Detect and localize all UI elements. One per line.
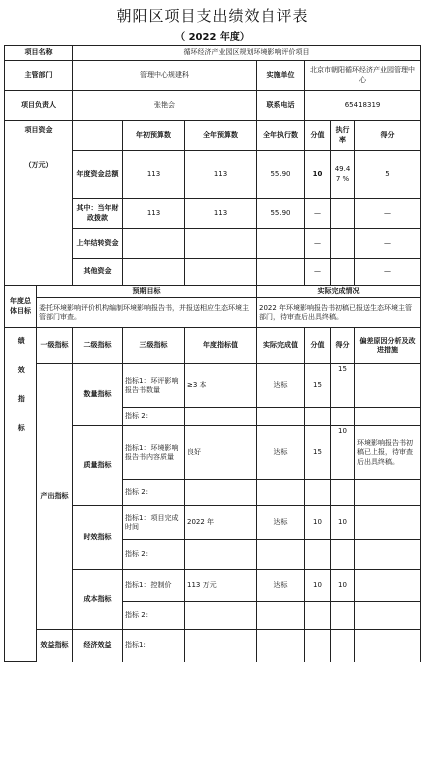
funds-header-annual: 全年预算数 <box>185 121 257 151</box>
header-lvl3: 三级指标 <box>123 328 185 364</box>
owner-label: 项目负责人 <box>5 91 73 121</box>
funds-row-fiscal-rate <box>331 199 355 229</box>
funds-unit: （万元） <box>24 161 53 170</box>
time-ind1-reason <box>355 506 421 540</box>
quantity-ind1-reason <box>355 364 421 408</box>
quality-ind1-weight: 15 <box>305 426 331 480</box>
funds-row-carryover-rate <box>331 229 355 259</box>
cost-ind2-actual <box>257 602 305 630</box>
economic-ind1-reason <box>355 630 421 662</box>
goals-expected-header: 预期目标 <box>37 286 257 298</box>
funds-row-fiscal-executed: 55.90 <box>257 199 305 229</box>
goals-actual-text: 2022 年环境影响报告书初稿已报送生态环境主管部门，待审查后出具终稿。 <box>257 298 421 328</box>
funds-row-total-annual: 113 <box>185 151 257 199</box>
funds-row-other-annual <box>185 259 257 286</box>
cost-ind2: 指标 2: <box>123 602 185 630</box>
cost-ind2-weight <box>305 602 331 630</box>
quality-ind1-actual: 达标 <box>257 426 305 480</box>
time-ind2-score <box>331 540 355 570</box>
impl-label: 实施单位 <box>257 61 305 91</box>
funds-row-total-label: 年度资金总额 <box>73 151 123 199</box>
funds-title: 项目资金 <box>24 126 53 134</box>
funds-row-total-score: 5 <box>355 151 421 199</box>
group-quantity-label: 数量指标 <box>73 364 123 426</box>
quality-ind1-target: 良好 <box>185 426 257 480</box>
funds-row-total-initial: 113 <box>123 151 185 199</box>
header-lvl2: 二级指标 <box>73 328 123 364</box>
cost-ind2-score <box>331 602 355 630</box>
goals-label: 年度总体目标 <box>5 286 37 328</box>
funds-row-other-initial <box>123 259 185 286</box>
project-name-value: 循环经济产业园区规划环境影响评价项目 <box>73 46 421 61</box>
funds-row-carryover-label: 上年结转资金 <box>73 229 123 259</box>
quality-ind1: 指标1：环境影响报告书内容质量 <box>123 426 185 480</box>
funds-header-score: 得分 <box>355 121 421 151</box>
year-subtitle: （ 2022 年度） <box>175 32 250 43</box>
quality-ind1-score: 10 <box>331 426 355 480</box>
economic-ind1: 指标1: <box>123 630 185 662</box>
economic-ind1-weight <box>305 630 331 662</box>
benefit-indicator-label: 效益指标 <box>37 630 73 662</box>
time-ind1-target: 2022 年 <box>185 506 257 540</box>
group-quality-label: 质量指标 <box>73 426 123 506</box>
funds-row-carryover-initial <box>123 229 185 259</box>
funds-row-other-rate <box>331 259 355 286</box>
funds-row-total-weight: 10 <box>305 151 331 199</box>
quality-ind2-score <box>331 480 355 506</box>
time-ind1: 指标1：项目完成时间 <box>123 506 185 540</box>
header-weight: 分值 <box>305 328 331 364</box>
output-indicator-label: 产出指标 <box>37 364 73 630</box>
owner-value: 张艳会 <box>73 91 257 121</box>
project-name-label: 项目名称 <box>5 46 73 61</box>
cost-ind2-reason <box>355 602 421 630</box>
header-score: 得分 <box>331 328 355 364</box>
quality-ind2-actual <box>257 480 305 506</box>
quantity-ind2-weight <box>305 408 331 426</box>
time-ind2-actual <box>257 540 305 570</box>
funds-row-other-score: — <box>355 259 421 286</box>
funds-row-fiscal-initial: 113 <box>123 199 185 229</box>
economic-ind1-target <box>185 630 257 662</box>
quality-ind1-reason: 环境影响报告书初稿已上报，待审查后出具终稿。 <box>355 426 421 480</box>
funds-header-blank <box>73 121 123 151</box>
group-time-label: 时效指标 <box>73 506 123 570</box>
cost-ind2-target <box>185 602 257 630</box>
funds-label <box>5 121 73 286</box>
time-ind2-target <box>185 540 257 570</box>
time-ind2: 指标 2: <box>123 540 185 570</box>
quantity-ind2: 指标 2: <box>123 408 185 426</box>
funds-row-carryover-annual <box>185 229 257 259</box>
header-target: 年度指标值 <box>185 328 257 364</box>
quality-ind2-target <box>185 480 257 506</box>
funds-row-fiscal-weight: — <box>305 199 331 229</box>
header-lvl1: 一级指标 <box>37 328 73 364</box>
quality-ind2: 指标 2: <box>123 480 185 506</box>
page-title: 朝阳区项目支出绩效自评表 <box>116 7 309 25</box>
header-actual: 实际完成值 <box>257 328 305 364</box>
time-ind2-weight <box>305 540 331 570</box>
phone-value: 65418319 <box>305 91 421 121</box>
quantity-ind1-target: ≥3 本 <box>185 364 257 408</box>
quantity-ind1: 指标1：环评影响报告书数量 <box>123 364 185 408</box>
goals-expected-text: 委托环境影响评价机构编制环境影响报告书，并报送相应生态环境主管部门审查。 <box>37 298 257 328</box>
funds-row-other-executed <box>257 259 305 286</box>
cost-ind1-target: 113 万元 <box>185 570 257 602</box>
quantity-ind2-reason <box>355 408 421 426</box>
cost-ind1: 指标1：控制价 <box>123 570 185 602</box>
funds-row-fiscal-score: — <box>355 199 421 229</box>
funds-header-rate: 执行率 <box>331 121 355 151</box>
funds-row-total-executed: 55.90 <box>257 151 305 199</box>
quality-ind2-reason <box>355 480 421 506</box>
indicators-side-label <box>5 328 37 662</box>
cost-ind1-weight: 10 <box>305 570 331 602</box>
cost-ind1-actual: 达标 <box>257 570 305 602</box>
funds-row-carryover-executed <box>257 229 305 259</box>
dept-label: 主管部门 <box>5 61 73 91</box>
group-economic-label: 经济效益 <box>73 630 123 662</box>
dept-value: 管理中心规建科 <box>73 61 257 91</box>
quality-ind2-weight <box>305 480 331 506</box>
evaluation-table <box>4 45 421 662</box>
quantity-ind1-score: 15 <box>331 364 355 408</box>
time-ind2-reason <box>355 540 421 570</box>
header-reason: 偏差原因分析及改进措施 <box>355 328 421 364</box>
funds-row-other-weight: — <box>305 259 331 286</box>
cost-ind1-reason <box>355 570 421 602</box>
funds-row-fiscal-annual: 113 <box>185 199 257 229</box>
quantity-ind2-target <box>185 408 257 426</box>
funds-row-other-label: 其他资金 <box>73 259 123 286</box>
quantity-ind1-weight: 15 <box>305 364 331 408</box>
phone-label: 联系电话 <box>257 91 305 121</box>
economic-ind1-actual <box>257 630 305 662</box>
funds-row-carryover-weight: — <box>305 229 331 259</box>
funds-row-fiscal-label: 其中：当年财政拨款 <box>73 199 123 229</box>
impl-value: 北京市朝阳循环经济产业园管理中心 <box>305 61 421 91</box>
funds-header-initial: 年初预算数 <box>123 121 185 151</box>
cost-ind1-score: 10 <box>331 570 355 602</box>
time-ind1-actual: 达标 <box>257 506 305 540</box>
quantity-ind2-score <box>331 408 355 426</box>
quantity-ind1-actual: 达标 <box>257 364 305 408</box>
indicators-side-text: 绩效指标 <box>17 337 26 454</box>
funds-header-executed: 全年执行数 <box>257 121 305 151</box>
funds-row-carryover-score: — <box>355 229 421 259</box>
quantity-ind2-actual <box>257 408 305 426</box>
time-ind1-weight: 10 <box>305 506 331 540</box>
time-ind1-score: 10 <box>331 506 355 540</box>
funds-header-weight: 分值 <box>305 121 331 151</box>
goals-actual-header: 实际完成情况 <box>257 286 421 298</box>
group-cost-label: 成本指标 <box>73 570 123 630</box>
funds-row-total-rate: 49.47 % <box>331 151 355 199</box>
economic-ind1-score <box>331 630 355 662</box>
